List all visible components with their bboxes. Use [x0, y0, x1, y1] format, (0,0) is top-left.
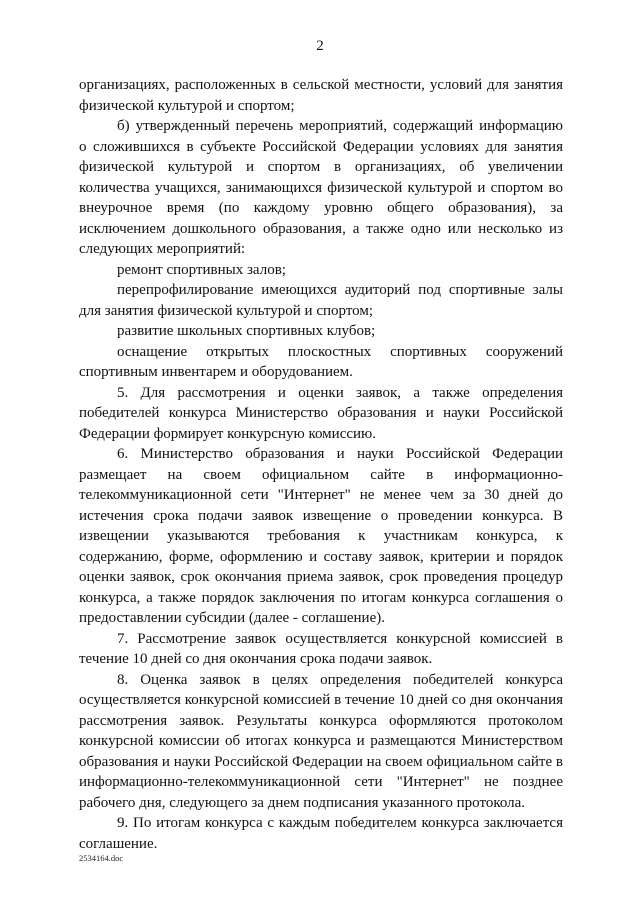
paragraph-continuation: организациях, расположенных в сельской местности, условий для занятия физической культурой и спортом;: [79, 77, 563, 114]
paragraph-item-9: 9. По итогам конкурса с каждым победителем конкурса заключается соглашение.: [79, 815, 563, 852]
page-number: 2: [316, 38, 324, 54]
footer-file-reference: 2534164.doc: [79, 853, 124, 863]
paragraph-item-5: 5. Для рассмотрения и оценки заявок, а также определения победителей конкурса Министерство образования и науки Российской Федерации формирует конкурсную комиссию.: [79, 384, 563, 442]
paragraph-item-b: б) утвержденный перечень мероприятий, содержащий информацию о сложившихся в субъекте Российской Федерации условиях для занятия физической культурой и спортом в организациях, об увеличении количества учащихся, занимающихся физической культурой и спортом во внеурочное время (по каждому уровню общего образования), за исключением дошкольного образования, а также одно или несколько из следующих мероприятий:: [79, 118, 563, 257]
paragraph-list-item: ремонт спортивных залов;: [117, 261, 286, 278]
paragraph-item-6: 6. Министерство образования и науки Российской Федерации размещает на своем официальном сайте в информационно-телекоммуникационной сети "Интернет" не менее чем за 30 дней до истечения срока подачи заявок извещение о проведении конкурса. В извещении указываются требования к участникам конкурса, к содержанию, форме, оформлению и составу заявок, критерии и порядок оценки заявок, срок окончания приема заявок, срок проведения процедур конкурса, а также порядок заключения по итогам конкурса соглашения о предоставлении субсидии (далее - соглашение).: [79, 446, 563, 626]
paragraph-list-item: оснащение открытых плоскостных спортивных сооружений спортивным инвентарем и оборудованием.: [79, 343, 563, 380]
paragraph-item-8: 8. Оценка заявок в целях определения победителей конкурса осуществляется конкурсной комиссией в течение 10 дней со дня окончания рассмотрения заявок. Результаты конкурса оформляются протоколом конкурсной комиссии об итогах конкурса и размещаются Министерством образования и науки Российской Федерации на своем официальном сайте в информационно-телекоммуникационной сети "Интернет" не позднее рабочего дня, следующего за днем подписания указанного протокола.: [79, 671, 563, 811]
paragraph-list-item: перепрофилирование имеющихся аудиторий под спортивные залы для занятия физической культурой и спортом;: [79, 282, 563, 319]
paragraph-item-7: 7. Рассмотрение заявок осуществляется конкурсной комиссией в течение 10 дней со дня окончания срока подачи заявок.: [79, 630, 563, 667]
paragraph-list-item: развитие школьных спортивных клубов;: [117, 323, 376, 339]
document-body: [79, 75, 563, 854]
